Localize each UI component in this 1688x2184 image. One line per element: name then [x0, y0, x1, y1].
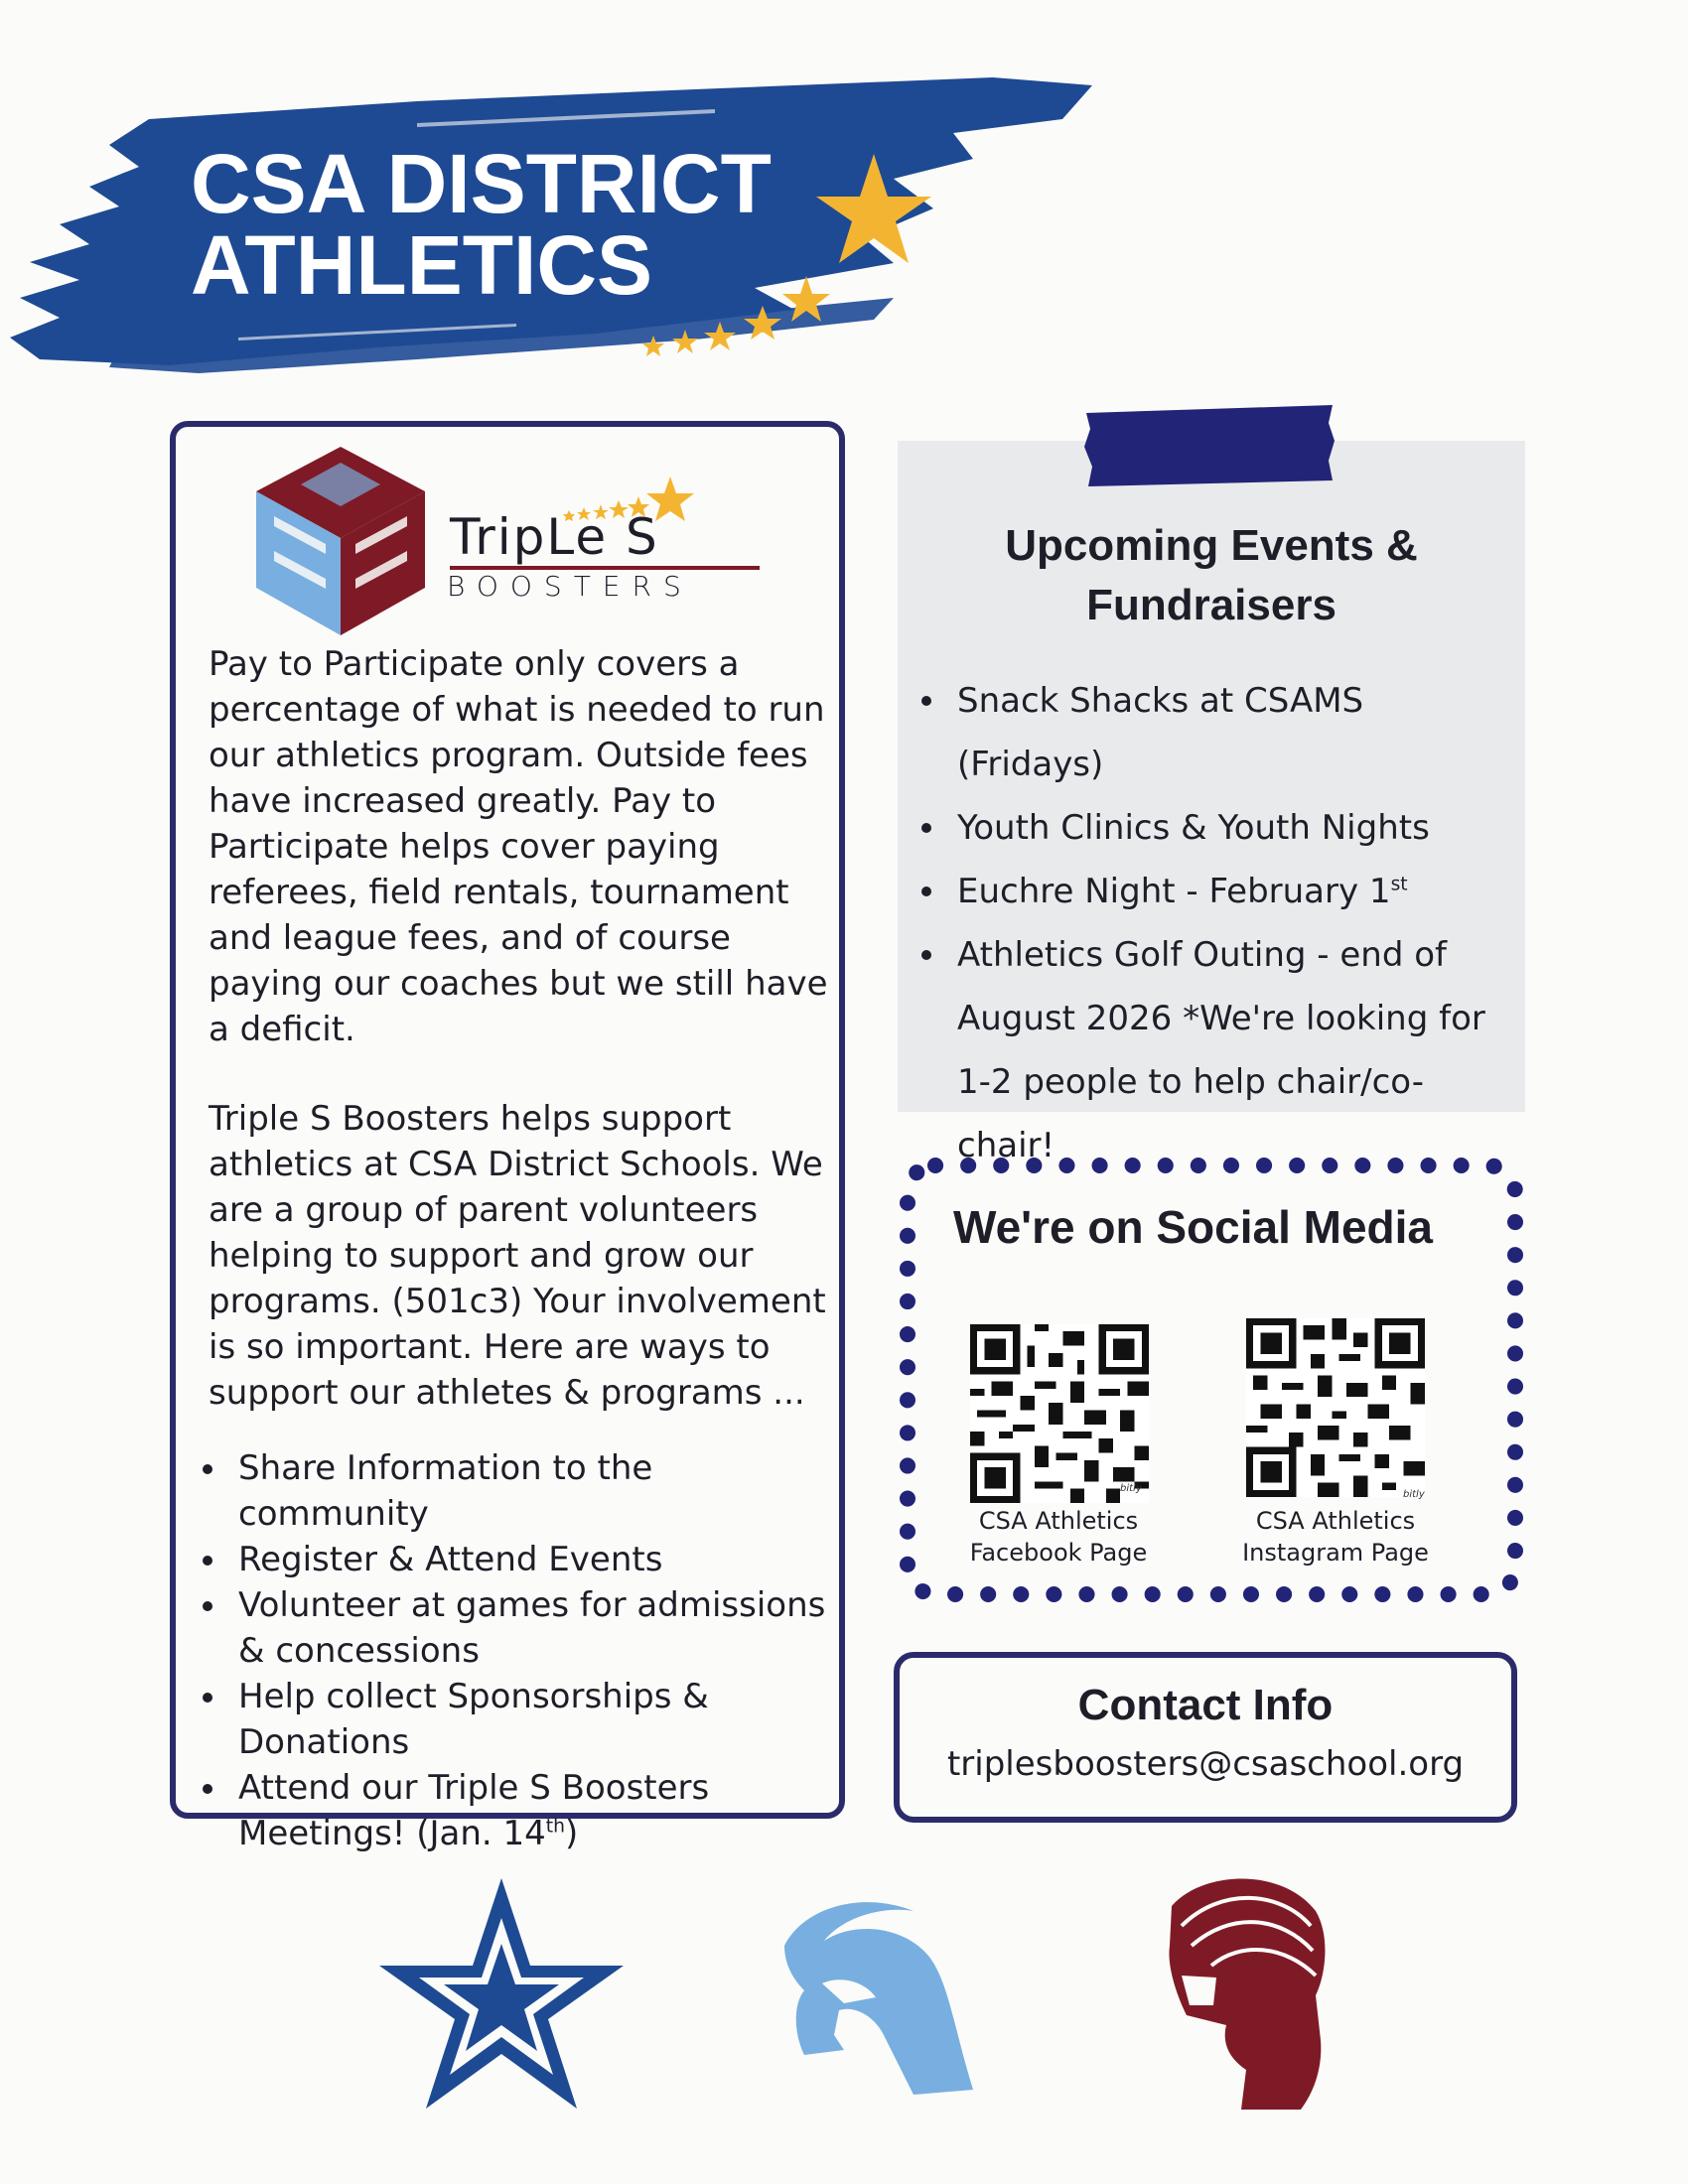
page-title-line-2: ATHLETICS [191, 218, 653, 312]
booster-wordmark-top: TripLe S [450, 508, 659, 566]
triple-s-cube-logo-icon [256, 447, 425, 635]
list-item: Help collect Sponsorships & Donations [199, 1674, 834, 1765]
ways-to-support-list [199, 1445, 834, 1856]
qr-brand-mark: bitly [1403, 1489, 1425, 1500]
list-item: Share Information to the community [199, 1445, 834, 1537]
spartan-helmet-blue-icon [765, 1886, 978, 2100]
navy-star-logo-icon [377, 1878, 626, 2116]
list-item: Attend our Triple S Boosters Meetings! (Jan. 14th) [199, 1765, 834, 1856]
list-item: Snack Shacks at CSAMS (Fridays) [914, 669, 1519, 796]
contact-email-link[interactable]: triplesboosters@csaschool.org [946, 1744, 1465, 1784]
social-title: We're on Social Media [953, 1201, 1433, 1253]
spartan-helmet-maroon-icon [1142, 1866, 1331, 2115]
list-item: Euchre Night - February 1st [914, 860, 1519, 923]
events-title: Upcoming Events & Fundraisers [1005, 521, 1418, 629]
tape-decoration [1080, 401, 1338, 488]
list-item: Youth Clinics & Youth Nights [914, 796, 1519, 860]
events-list [914, 669, 1519, 1177]
facebook-qr-code-icon[interactable] [970, 1324, 1149, 1503]
list-item: Volunteer at games for admissions & concessions [199, 1582, 834, 1674]
facebook-qr-caption: CSA Athletics Facebook Page [969, 1507, 1148, 1567]
instagram-qr-code-icon[interactable] [1246, 1318, 1425, 1497]
about-paragraph-1: Pay to Participate only covers a percentage of what is needed to run our athletics program. Outside fees have increased greatly. Pay to Participate helps cover paying referees, field rentals, tournament and league fees, and of course paying our coaches but we still have a deficit. [209, 644, 828, 1049]
qr-brand-mark: bitly [1120, 1483, 1142, 1494]
page-title-line-1: CSA DISTRICT [191, 137, 772, 230]
instagram-qr-caption: CSA Athletics Instagram Page [1242, 1507, 1429, 1567]
contact-title: Contact Info [1077, 1681, 1334, 1729]
booster-wordmark-bottom: BOOSTERS [447, 570, 693, 603]
list-item: Register & Attend Events [199, 1537, 834, 1582]
about-paragraph-2: Triple S Boosters helps support athletics at CSA District Schools. We are a group of parent volunteers helping to support and grow our programs. (501c3) Your involvement is so important. Here are ways to support our athletes & programs ... [209, 1099, 826, 1413]
list-item: Athletics Golf Outing - end of August 2026 *We're looking for 1-2 people to help chair/co-chair! [914, 923, 1519, 1177]
